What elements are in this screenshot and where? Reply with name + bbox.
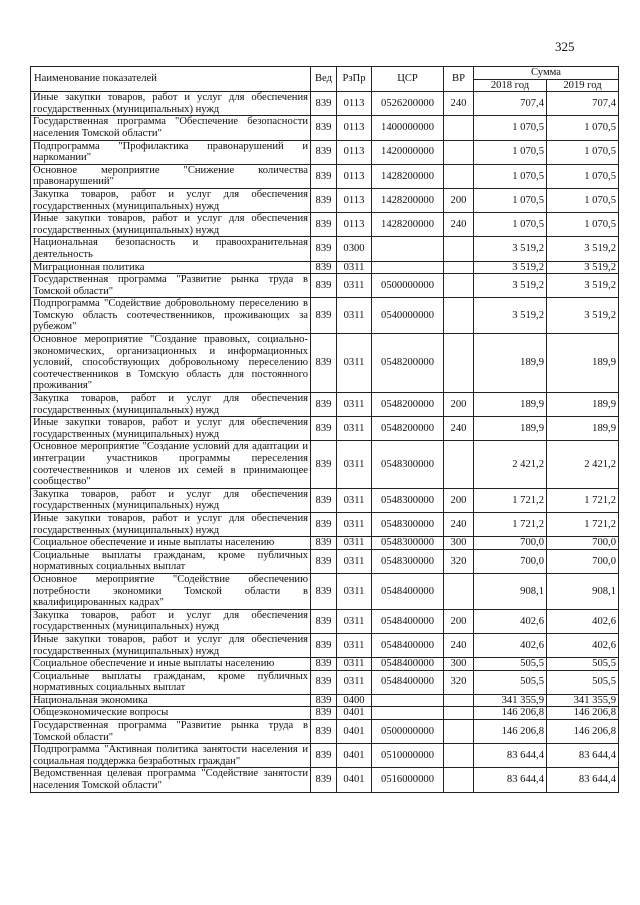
row-sum-2018: 505,5: [474, 658, 547, 671]
row-name: Ведомственная целевая программа "Содействие занятости населения Томской области": [31, 768, 311, 792]
row-sum-2018: 3 519,2: [474, 261, 547, 274]
row-vr: [444, 694, 474, 707]
row-name: Национальная безопасность и правоохранительная деятельность: [31, 237, 311, 261]
row-sum-2018: 1 721,2: [474, 512, 547, 536]
row-sum-2018: 1 070,5: [474, 188, 547, 212]
row-ved: 839: [311, 188, 337, 212]
row-name: Социальные выплаты гражданам, кроме публичных нормативных социальных выплат: [31, 670, 311, 694]
row-sum-2019: 189,9: [547, 417, 619, 441]
row-ved: 839: [311, 92, 337, 116]
row-rzpr: 0311: [337, 549, 372, 573]
row-csr: [372, 237, 444, 261]
row-sum-2019: 341 355,9: [547, 694, 619, 707]
row-rzpr: 0401: [337, 720, 372, 744]
row-name: Подпрограмма "Профилактика правонарушений и наркомании": [31, 140, 311, 164]
row-csr: 0500000000: [372, 720, 444, 744]
row-ved: 839: [311, 768, 337, 792]
row-sum-2018: 3 519,2: [474, 274, 547, 298]
row-ved: 839: [311, 237, 337, 261]
header-rzpr: РзПр: [337, 67, 372, 92]
table-row: [31, 274, 619, 298]
row-name: Государственная программа "Развитие рынка труда в Томской области": [31, 720, 311, 744]
row-csr: 0526200000: [372, 92, 444, 116]
header-csr: ЦСР: [372, 67, 444, 92]
row-vr: 240: [444, 633, 474, 657]
table-row: [31, 670, 619, 694]
row-csr: 0548400000: [372, 609, 444, 633]
row-name: Закупка товаров, работ и услуг для обеспечения государственных (муниципальных) нужд: [31, 393, 311, 417]
row-name: Подпрограмма "Содействие добровольному переселению в Томскую область соотечественников, проживающих за рубежом": [31, 298, 311, 334]
row-rzpr: 0311: [337, 488, 372, 512]
row-csr: [372, 261, 444, 274]
row-vr: 240: [444, 92, 474, 116]
row-rzpr: 0300: [337, 237, 372, 261]
table-row: [31, 720, 619, 744]
table-row: [31, 633, 619, 657]
row-csr: [372, 694, 444, 707]
budget-table: [30, 66, 619, 793]
row-csr: 0548200000: [372, 334, 444, 393]
row-sum-2018: 83 644,4: [474, 768, 547, 792]
row-csr: 0548300000: [372, 512, 444, 536]
row-sum-2019: 1 070,5: [547, 213, 619, 237]
row-ved: 839: [311, 537, 337, 550]
row-name: Подпрограмма "Активная политика занятости населения и социальная поддержка безработных граждан": [31, 744, 311, 768]
row-sum-2018: 83 644,4: [474, 744, 547, 768]
row-sum-2019: 83 644,4: [547, 744, 619, 768]
row-vr: 240: [444, 417, 474, 441]
table-row: [31, 537, 619, 550]
row-csr: 0548300000: [372, 441, 444, 488]
row-name: Иные закупки товаров, работ и услуг для обеспечения государственных (муниципальных) нужд: [31, 92, 311, 116]
row-ved: 839: [311, 720, 337, 744]
row-vr: 200: [444, 393, 474, 417]
row-csr: 0500000000: [372, 274, 444, 298]
row-rzpr: 0311: [337, 441, 372, 488]
row-sum-2018: 1 721,2: [474, 488, 547, 512]
row-sum-2019: 1 070,5: [547, 116, 619, 140]
table-row: [31, 744, 619, 768]
row-sum-2019: 700,0: [547, 537, 619, 550]
row-rzpr: 0311: [337, 573, 372, 609]
row-name: Миграционная политика: [31, 261, 311, 274]
row-sum-2018: 700,0: [474, 549, 547, 573]
row-vr: [444, 298, 474, 334]
row-name: Иные закупки товаров, работ и услуг для обеспечения государственных (муниципальных) нужд: [31, 417, 311, 441]
row-ved: 839: [311, 512, 337, 536]
row-vr: 200: [444, 188, 474, 212]
table-row: [31, 694, 619, 707]
row-rzpr: 0311: [337, 537, 372, 550]
row-sum-2019: 146 206,8: [547, 720, 619, 744]
page-number: 325: [555, 39, 575, 54]
row-csr: 0548200000: [372, 393, 444, 417]
table-row: [31, 658, 619, 671]
row-name: Иные закупки товаров, работ и услуг для обеспечения государственных (муниципальных) нужд: [31, 512, 311, 536]
table-row: [31, 334, 619, 393]
row-ved: 839: [311, 213, 337, 237]
row-rzpr: 0311: [337, 633, 372, 657]
row-sum-2019: 1 721,2: [547, 512, 619, 536]
row-sum-2018: 146 206,8: [474, 707, 547, 720]
row-vr: 320: [444, 549, 474, 573]
row-sum-2019: 505,5: [547, 658, 619, 671]
row-rzpr: 0401: [337, 744, 372, 768]
row-csr: 1420000000: [372, 140, 444, 164]
row-sum-2019: 402,6: [547, 609, 619, 633]
row-name: Социальное обеспечение и иные выплаты населению: [31, 658, 311, 671]
row-vr: [444, 334, 474, 393]
row-sum-2019: 146 206,8: [547, 707, 619, 720]
table-row: [31, 549, 619, 573]
row-sum-2019: 908,1: [547, 573, 619, 609]
row-ved: 839: [311, 274, 337, 298]
row-ved: 839: [311, 658, 337, 671]
row-rzpr: 0311: [337, 658, 372, 671]
row-sum-2019: 707,4: [547, 92, 619, 116]
row-vr: [444, 237, 474, 261]
row-ved: 839: [311, 393, 337, 417]
row-ved: 839: [311, 573, 337, 609]
row-sum-2018: 1 070,5: [474, 164, 547, 188]
row-sum-2019: 3 519,2: [547, 237, 619, 261]
row-sum-2018: 2 421,2: [474, 441, 547, 488]
table-row: [31, 140, 619, 164]
table-row: [31, 441, 619, 488]
row-vr: [444, 261, 474, 274]
table-row: [31, 213, 619, 237]
table-row: [31, 164, 619, 188]
row-sum-2019: 2 421,2: [547, 441, 619, 488]
row-rzpr: 0311: [337, 298, 372, 334]
row-name: Основное мероприятие "Создание правовых, социально-экономических, организационных и информационных условий, способствующих добровольному переселению соотечественников в Томскую область для постоянного проживания": [31, 334, 311, 393]
row-name: Закупка товаров, работ и услуг для обеспечения государственных (муниципальных) нужд: [31, 188, 311, 212]
table-row: [31, 116, 619, 140]
row-sum-2018: 505,5: [474, 670, 547, 694]
row-vr: 200: [444, 488, 474, 512]
row-ved: 839: [311, 261, 337, 274]
row-vr: [444, 707, 474, 720]
row-ved: 839: [311, 116, 337, 140]
row-vr: [444, 744, 474, 768]
row-sum-2018: 402,6: [474, 633, 547, 657]
row-rzpr: 0311: [337, 274, 372, 298]
row-name: Государственная программа "Развитие рынка труда в Томской области": [31, 274, 311, 298]
row-rzpr: 0400: [337, 694, 372, 707]
row-rzpr: 0113: [337, 164, 372, 188]
row-rzpr: 0311: [337, 609, 372, 633]
row-vr: [444, 274, 474, 298]
row-ved: 839: [311, 488, 337, 512]
header-vr: ВР: [444, 67, 474, 92]
row-sum-2018: 189,9: [474, 334, 547, 393]
row-vr: 320: [444, 670, 474, 694]
row-vr: [444, 768, 474, 792]
row-sum-2018: 1 070,5: [474, 140, 547, 164]
row-sum-2019: 3 519,2: [547, 261, 619, 274]
row-csr: 0548300000: [372, 488, 444, 512]
row-sum-2019: 1 070,5: [547, 188, 619, 212]
row-name: Закупка товаров, работ и услуг для обеспечения государственных (муниципальных) нужд: [31, 488, 311, 512]
row-sum-2018: 1 070,5: [474, 213, 547, 237]
header-ved: Вед: [311, 67, 337, 92]
table-row: [31, 768, 619, 792]
row-rzpr: 0311: [337, 334, 372, 393]
row-sum-2019: 1 070,5: [547, 140, 619, 164]
table-row: [31, 707, 619, 720]
row-vr: [444, 573, 474, 609]
row-vr: [444, 116, 474, 140]
row-ved: 839: [311, 164, 337, 188]
row-ved: 839: [311, 417, 337, 441]
row-csr: 0548400000: [372, 633, 444, 657]
table-row: [31, 512, 619, 536]
row-name: Национальная экономика: [31, 694, 311, 707]
row-vr: 200: [444, 609, 474, 633]
row-name: Государственная программа "Обеспечение безопасности населения Томской области": [31, 116, 311, 140]
header-name: Наименование показателей: [31, 67, 311, 92]
row-vr: 240: [444, 512, 474, 536]
row-rzpr: 0311: [337, 512, 372, 536]
row-vr: 300: [444, 658, 474, 671]
row-csr: 0548200000: [372, 417, 444, 441]
row-rzpr: 0113: [337, 213, 372, 237]
row-ved: 839: [311, 633, 337, 657]
table-row: [31, 573, 619, 609]
row-rzpr: 0311: [337, 393, 372, 417]
row-csr: 1428200000: [372, 213, 444, 237]
row-sum-2019: 1 070,5: [547, 164, 619, 188]
row-rzpr: 0311: [337, 670, 372, 694]
row-ved: 839: [311, 334, 337, 393]
header-year-2019: 2019 год: [547, 79, 619, 92]
table-row: [31, 261, 619, 274]
row-sum-2019: 1 721,2: [547, 488, 619, 512]
row-rzpr: 0311: [337, 417, 372, 441]
row-ved: 839: [311, 744, 337, 768]
row-vr: 240: [444, 213, 474, 237]
row-vr: [444, 720, 474, 744]
row-csr: 0548300000: [372, 549, 444, 573]
row-name: Закупка товаров, работ и услуг для обеспечения государственных (муниципальных) нужд: [31, 609, 311, 633]
row-name: Основное мероприятие "Снижение количества правонарушений": [31, 164, 311, 188]
row-sum-2018: 3 519,2: [474, 298, 547, 334]
row-sum-2019: 189,9: [547, 334, 619, 393]
row-sum-2018: 189,9: [474, 417, 547, 441]
table-row: [31, 92, 619, 116]
row-sum-2018: 700,0: [474, 537, 547, 550]
row-csr: 0548400000: [372, 670, 444, 694]
row-ved: 839: [311, 549, 337, 573]
table-row: [31, 417, 619, 441]
row-name: Основное мероприятие "Создание условий для адаптации и интеграции участников программы переселения соотечественников и членов их семей в принимающее сообщество": [31, 441, 311, 488]
table-row: [31, 298, 619, 334]
row-rzpr: 0401: [337, 768, 372, 792]
row-sum-2019: 3 519,2: [547, 298, 619, 334]
row-csr: 1400000000: [372, 116, 444, 140]
row-sum-2018: 707,4: [474, 92, 547, 116]
table-row: [31, 609, 619, 633]
row-rzpr: 0113: [337, 92, 372, 116]
row-csr: 1428200000: [372, 188, 444, 212]
row-rzpr: 0401: [337, 707, 372, 720]
row-sum-2018: 908,1: [474, 573, 547, 609]
row-rzpr: 0113: [337, 140, 372, 164]
row-sum-2018: 3 519,2: [474, 237, 547, 261]
row-ved: 839: [311, 609, 337, 633]
row-name: Иные закупки товаров, работ и услуг для обеспечения государственных (муниципальных) нужд: [31, 213, 311, 237]
row-csr: 0548400000: [372, 573, 444, 609]
row-vr: [444, 441, 474, 488]
row-ved: 839: [311, 140, 337, 164]
row-csr: 0510000000: [372, 744, 444, 768]
row-vr: 300: [444, 537, 474, 550]
row-sum-2018: 402,6: [474, 609, 547, 633]
row-sum-2018: 341 355,9: [474, 694, 547, 707]
row-vr: [444, 140, 474, 164]
row-sum-2019: 700,0: [547, 549, 619, 573]
row-name: Иные закупки товаров, работ и услуг для обеспечения государственных (муниципальных) нужд: [31, 633, 311, 657]
row-name: Общеэкономические вопросы: [31, 707, 311, 720]
row-sum-2019: 402,6: [547, 633, 619, 657]
row-ved: 839: [311, 670, 337, 694]
row-sum-2019: 83 644,4: [547, 768, 619, 792]
row-csr: 0548300000: [372, 537, 444, 550]
row-sum-2019: 505,5: [547, 670, 619, 694]
row-csr: [372, 707, 444, 720]
row-sum-2018: 146 206,8: [474, 720, 547, 744]
row-ved: 839: [311, 707, 337, 720]
table-row: [31, 488, 619, 512]
row-ved: 839: [311, 298, 337, 334]
row-name: Социальные выплаты гражданам, кроме публичных нормативных социальных выплат: [31, 549, 311, 573]
row-rzpr: 0113: [337, 116, 372, 140]
row-csr: 0516000000: [372, 768, 444, 792]
row-vr: [444, 164, 474, 188]
row-sum-2019: 189,9: [547, 393, 619, 417]
row-sum-2018: 189,9: [474, 393, 547, 417]
row-sum-2018: 1 070,5: [474, 116, 547, 140]
row-ved: 839: [311, 441, 337, 488]
header-year-2018: 2018 год: [474, 79, 547, 92]
row-rzpr: 0311: [337, 261, 372, 274]
table-row: [31, 393, 619, 417]
table-row: [31, 188, 619, 212]
header-sum: Сумма: [474, 67, 619, 80]
row-name: Социальное обеспечение и иные выплаты населению: [31, 537, 311, 550]
row-rzpr: 0113: [337, 188, 372, 212]
row-sum-2019: 3 519,2: [547, 274, 619, 298]
table-row: [31, 237, 619, 261]
table-body: [31, 92, 619, 792]
row-csr: 0548400000: [372, 658, 444, 671]
row-csr: 1428200000: [372, 164, 444, 188]
row-name: Основное мероприятие "Содействие обеспечению потребности экономики Томской области в квалифицированных кадрах": [31, 573, 311, 609]
row-ved: 839: [311, 694, 337, 707]
row-csr: 0540000000: [372, 298, 444, 334]
